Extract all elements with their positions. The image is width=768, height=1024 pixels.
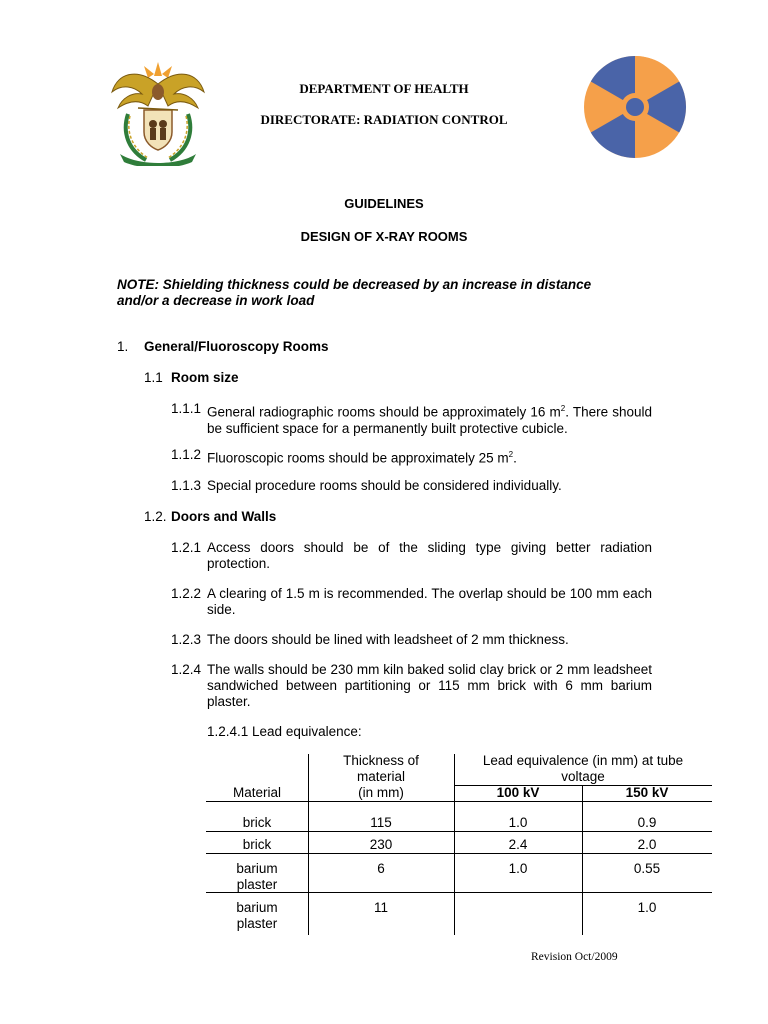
item-1-1-2-text: Fluoroscopic rooms should be approximately 25 $m^2$.	[207, 450, 517, 466]
item-1-1-2-number: 1.1.2	[171, 447, 202, 462]
table-row-3-thickness: 6	[377, 861, 385, 876]
table-header-material: Material	[232, 785, 281, 800]
table-row-3-material-line-1: barium	[236, 861, 278, 876]
item-1-2-4-number: 1.2.4	[171, 662, 202, 677]
table-header-150kv: 150 kV	[625, 785, 669, 800]
item-1-2-2-number: 1.2.2	[171, 586, 202, 601]
item-1-2-2-text: A clearing of 1.5 m is recommended. The overlap should be 100 mm each side.	[207, 586, 652, 617]
item-1-2-3-number: 1.2.3	[171, 632, 202, 647]
table-header-100kv: 100 kV	[496, 785, 540, 800]
table-hline-row1	[206, 831, 712, 832]
item-1-2-4-text: The walls should be 230 mm kiln baked solid clay brick or 2 mm leadsheet sandwiched between partitioning or 115 mm brick with 6 mm barium plaster.	[207, 662, 652, 709]
table-header-thickness-line-3: (in mm)	[358, 785, 404, 800]
item-1-2-1-text: Access doors should be of the sliding type giving better radiation protection.	[207, 540, 652, 571]
item-1-1-1-number: 1.1.1	[171, 401, 202, 416]
table-row-4-thickness: 11	[373, 900, 388, 915]
section-1-1-heading: Room size	[171, 370, 239, 385]
table-row-4-150kv: 1.0	[637, 900, 657, 915]
table-row-2-material: brick	[242, 837, 272, 852]
section-1-2-heading: Doors and Walls	[171, 509, 277, 524]
table-header-lead-line-2: voltage	[561, 769, 605, 784]
table-row-4-material-line-2: plaster	[236, 916, 278, 931]
document-title: DESIGN OF X-RAY ROOMS	[300, 229, 468, 244]
table-hline-row2	[206, 853, 712, 854]
note-line-2: and/or a decrease in work load	[117, 293, 315, 308]
item-1-2-1-number: 1.2.1	[171, 540, 202, 555]
directorate-heading: DIRECTORATE: RADIATION CONTROL	[260, 112, 508, 127]
section-1-1-number: 1.1	[144, 370, 163, 385]
item-1-2-4-1-label: 1.2.4.1 Lead equivalence:	[207, 724, 362, 739]
table-row-1-material: brick	[242, 815, 272, 830]
table-row-2-100kv: 2.4	[508, 837, 528, 852]
revision-footer: Revision Oct/2009	[531, 951, 618, 963]
table-row-1-thickness: 115	[370, 815, 392, 830]
table-hline-header	[206, 801, 712, 802]
table-row-3-150kv: 0.55	[633, 861, 661, 876]
item-1-1-3-number: 1.1.3	[171, 478, 202, 493]
section-1-2-number: 1.2.	[144, 509, 167, 524]
item-1-1-1-text: General radiographic rooms should be approximately 16 $m^2$. There should be sufficient space for a permanently built protective cubicle.	[207, 404, 652, 436]
note-line-1: NOTE: Shielding thickness could be decreased by an increase in distance	[117, 277, 592, 292]
table-row-3-100kv: 1.0	[508, 861, 528, 876]
table-row-2-thickness: 230	[369, 837, 393, 852]
section-1-number: 1.	[117, 339, 129, 354]
table-header-thickness-line-1: Thickness of	[343, 753, 419, 768]
item-1-2-3-text: The doors should be lined with leadsheet of 2 mm thickness.	[207, 632, 569, 647]
guidelines-title: GUIDELINES	[344, 196, 424, 211]
table-row-2-150kv: 2.0	[637, 837, 657, 852]
table-header-lead-line-1: Lead equivalence (in mm) at tube	[482, 753, 684, 768]
table-row-3-material-line-2: plaster	[236, 877, 278, 892]
table-row-4-material-line-1: barium	[236, 900, 278, 915]
section-1-heading: General/Fluoroscopy Rooms	[144, 339, 329, 354]
department-heading: DEPARTMENT OF HEALTH	[299, 81, 469, 96]
item-1-1-3-text: Special procedure rooms should be considered individually.	[207, 478, 562, 493]
lead-equivalence-table	[206, 750, 712, 935]
table-header-thickness-line-2: material	[356, 769, 405, 784]
table-row-1-150kv: 0.9	[637, 815, 657, 830]
radiation-trefoil-logo	[582, 54, 688, 160]
table-row-1-100kv: 1.0	[508, 815, 528, 830]
